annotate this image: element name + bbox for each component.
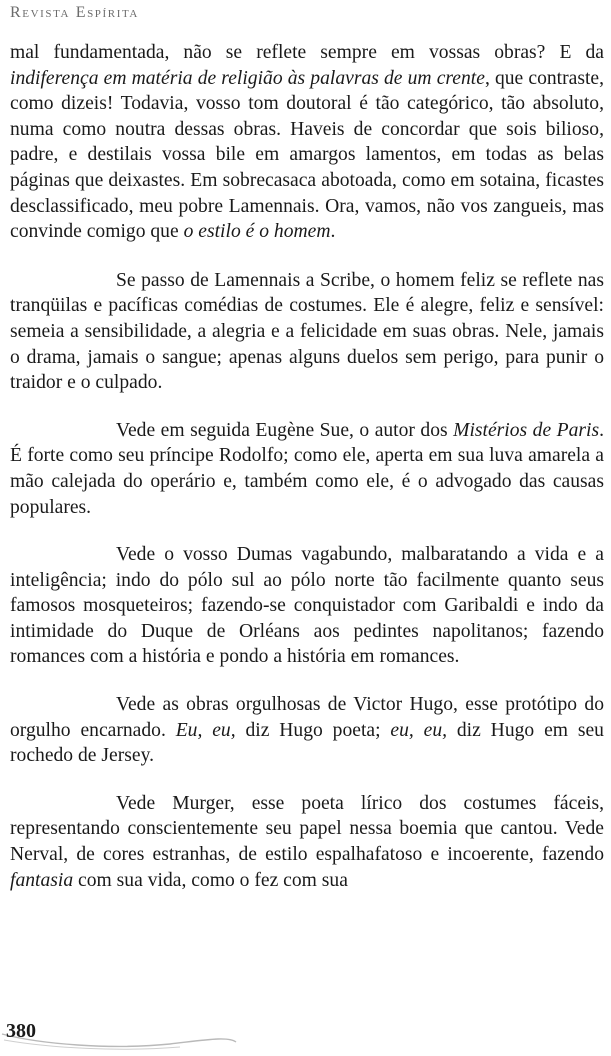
- text-span: .: [330, 221, 336, 243]
- paragraph-murger-nerval: [10, 791, 604, 893]
- paragraph-dumas: [10, 542, 604, 670]
- italic-span: o estilo é o homem: [183, 221, 331, 243]
- italic-span: eu, eu,: [390, 719, 448, 741]
- paragraph-scribe: [10, 268, 604, 396]
- folio-swash-ornament: [0, 1014, 240, 1054]
- text-span: . É forte como seu príncipe Rodolfo; como ele, aperta em sua luva amarela a mão calejada do operário e, também como ele, é o advogado das causas populares.: [10, 419, 604, 518]
- running-header: Revista Espírita: [10, 4, 139, 21]
- text-span: Vede as obras orgulhosas de Victor Hugo, esse protótipo do orgulho encarnado.: [10, 694, 604, 741]
- paragraph-victor-hugo: [10, 692, 604, 769]
- text-span: Vede o vosso Dumas vagabundo, malbaratando a vida e a inteligência; indo do pólo sul ao pólo norte tão facilmente quanto seus famosos mosqueteiros; fazendo-se conquistador com Garibaldi e indo da intimidade do Duque de Orléans aos pedintes napolitanos; fazendo romances com a história e pondo a história em romances.: [10, 544, 604, 668]
- text-span: Vede Murger, esse poeta lírico dos costumes fáceis, representando conscientemente seu papel nessa boemia que cantou. Vede Nerval, de cores estranhas, de estilo espalhafatoso e incoerente, fazendo: [10, 792, 604, 866]
- body-text: [10, 40, 604, 915]
- italic-span: indiferença em matéria de religião às palavras de um crente: [10, 67, 485, 89]
- paragraph-eugene-sue: [10, 418, 604, 520]
- italic-span: Mistérios de Paris: [453, 419, 600, 441]
- text-span: com sua vida, como o fez com sua: [73, 869, 348, 891]
- paragraph-lamennais-continuation: [10, 40, 604, 245]
- text-span: diz Hugo em seu rochedo de Jersey.: [10, 719, 604, 767]
- text-span: diz Hugo poeta;: [235, 719, 391, 741]
- text-span: mal fundamentada, não se reflete sempre em vossas obras? E da: [10, 42, 604, 63]
- italic-span: Eu, eu,: [175, 719, 236, 741]
- text-span: Se passo de Lamennais a Scribe, o homem feliz se reflete nas tranqüilas e pacíficas comédias de costumes. Ele é alegre, feliz e sensível: semeia a sensibilidade, a alegria e a felicidade em suas obras. Nele, jamais o drama, jamais o sangue; apenas alguns duelos sem perigo, para punir o traidor e o culpado.: [10, 269, 604, 394]
- italic-span: fantasia: [10, 869, 74, 891]
- text-span: Vede em seguida Eugène Sue, o autor dos: [116, 419, 454, 441]
- text-span: , que contraste, como dizeis! Todavia, vosso tom doutoral é tão categórico, tão absoluto, numa como noutra dessas obras. Haveis de concordar que sois bilioso, padre, e destilais vossa bile em amargos lamentos, em todas as belas páginas que deixastes. Em sobrecasaca abotoada, como em sotaina, ficastes desclassificado, meu pobre Lamennais. Ora, vamos, não vos zangueis, mas convinde comigo que: [10, 67, 605, 243]
- page-number: 380: [6, 1020, 36, 1042]
